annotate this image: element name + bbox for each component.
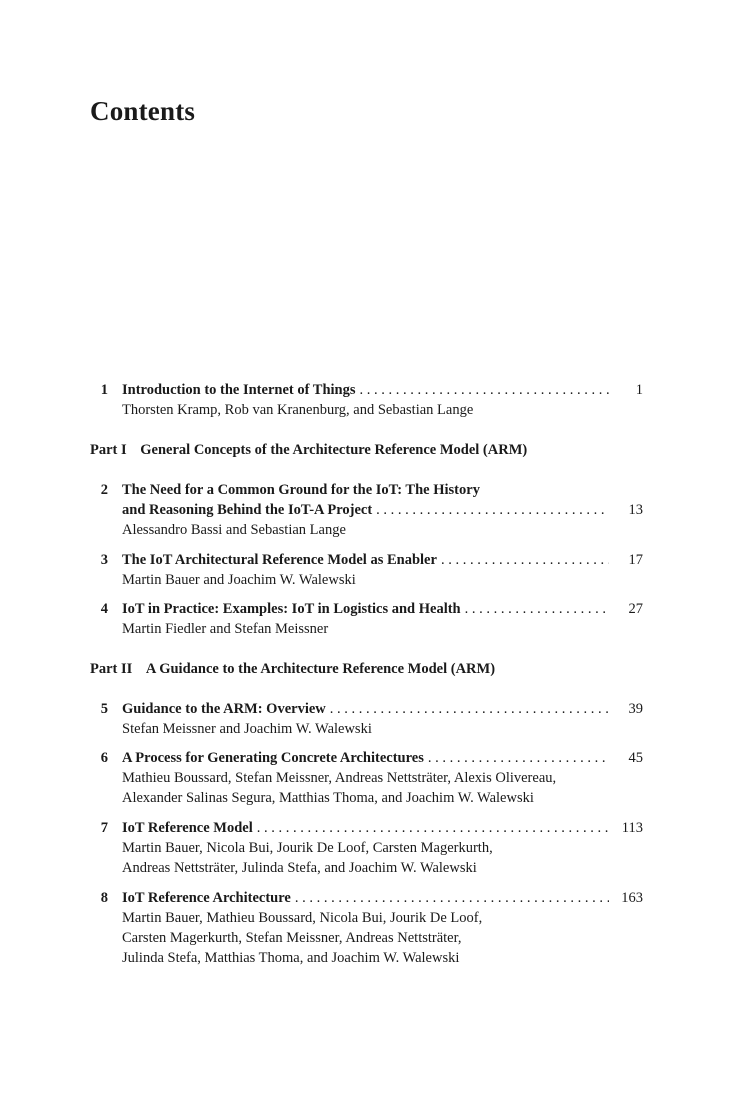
chapter-number: 4 (100, 601, 108, 617)
page-number[interactable]: 17 (628, 552, 643, 568)
chapter-title[interactable]: IoT Reference Architecture (122, 890, 291, 906)
toc-entry-3[interactable] (90, 550, 643, 590)
part-title: A Guidance to the Architecture Reference Model (ARM) (145, 661, 496, 677)
dot-leader (330, 699, 609, 719)
chapter-authors: Martin Bauer and Joachim W. Walewski (122, 572, 356, 588)
page-number[interactable]: 27 (628, 601, 643, 617)
chapter-number: 5 (100, 701, 108, 717)
dot-leader (257, 818, 609, 838)
page-number[interactable]: 13 (628, 502, 643, 518)
dot-leader (441, 550, 609, 570)
part-label: Part II (90, 661, 133, 677)
chapter-number: 6 (100, 750, 108, 766)
page-number[interactable]: 113 (621, 820, 643, 836)
toc-entry-4[interactable] (90, 599, 643, 639)
chapter-authors: Alessandro Bassi and Sebastian Lange (122, 522, 346, 538)
toc-entry-8[interactable] (90, 888, 643, 968)
chapter-number: 2 (100, 482, 108, 498)
page-number[interactable]: 45 (628, 750, 643, 766)
part-heading-1 (90, 440, 643, 460)
part-title: General Concepts of the Architecture Reference Model (ARM) (140, 442, 528, 458)
chapter-number: 7 (100, 820, 108, 836)
page-number[interactable]: 163 (621, 890, 643, 906)
dot-leader (295, 888, 609, 908)
chapter-authors-line-1: Martin Bauer, Mathieu Boussard, Nicola Bui, Jourik De Loof, (122, 910, 483, 926)
chapter-authors-line-2: Andreas Nettsträter, Julinda Stefa, and Joachim W. Walewski (122, 860, 477, 876)
toc-entry-1[interactable] (90, 380, 643, 420)
chapter-title-line-1[interactable]: The Need for a Common Ground for the IoT: The History (122, 482, 480, 498)
chapter-authors-line-2: Alexander Salinas Segura, Matthias Thoma, and Joachim W. Walewski (122, 790, 534, 806)
chapter-title[interactable]: Guidance to the ARM: Overview (122, 701, 326, 717)
dot-leader (376, 500, 609, 520)
dot-leader (465, 599, 609, 619)
chapter-authors-line-3: Julinda Stefa, Matthias Thoma, and Joachim W. Walewski (122, 950, 460, 966)
part-heading-2 (90, 659, 643, 679)
page-number[interactable]: 39 (628, 701, 643, 717)
toc-entry-6[interactable] (90, 748, 643, 808)
toc-entry-7[interactable] (90, 818, 643, 878)
chapter-authors-line-1: Mathieu Boussard, Stefan Meissner, Andreas Nettsträter, Alexis Olivereau, (122, 770, 557, 786)
chapter-title[interactable]: A Process for Generating Concrete Architectures (122, 750, 424, 766)
chapter-number: 3 (100, 552, 108, 568)
part-label: Part I (90, 442, 127, 458)
chapter-authors: Martin Fiedler and Stefan Meissner (122, 621, 329, 637)
chapter-authors-line-2: Carsten Magerkurth, Stefan Meissner, Andreas Nettsträter, (122, 930, 462, 946)
chapter-title-line-2[interactable]: and Reasoning Behind the IoT-A Project (122, 502, 373, 518)
chapter-title[interactable]: IoT in Practice: Examples: IoT in Logistics and Health (122, 601, 461, 617)
chapter-authors-line-1: Martin Bauer, Nicola Bui, Jourik De Loof, Carsten Magerkurth, (122, 840, 493, 856)
chapter-number: 8 (100, 890, 108, 906)
page-title: Contents (90, 96, 196, 126)
chapter-title[interactable]: IoT Reference Model (122, 820, 253, 836)
page-number[interactable]: 1 (635, 382, 643, 398)
toc-entry-5[interactable] (90, 699, 643, 739)
chapter-number: 1 (100, 382, 108, 398)
dot-leader (360, 380, 609, 400)
chapter-authors: Thorsten Kramp, Rob van Kranenburg, and Sebastian Lange (122, 402, 474, 418)
chapter-title[interactable]: Introduction to the Internet of Things (122, 382, 356, 398)
dot-leader (428, 748, 609, 768)
chapter-title[interactable]: The IoT Architectural Reference Model as Enabler (122, 552, 437, 568)
chapter-authors: Stefan Meissner and Joachim W. Walewski (122, 721, 372, 737)
toc-entry-2[interactable] (90, 480, 643, 540)
